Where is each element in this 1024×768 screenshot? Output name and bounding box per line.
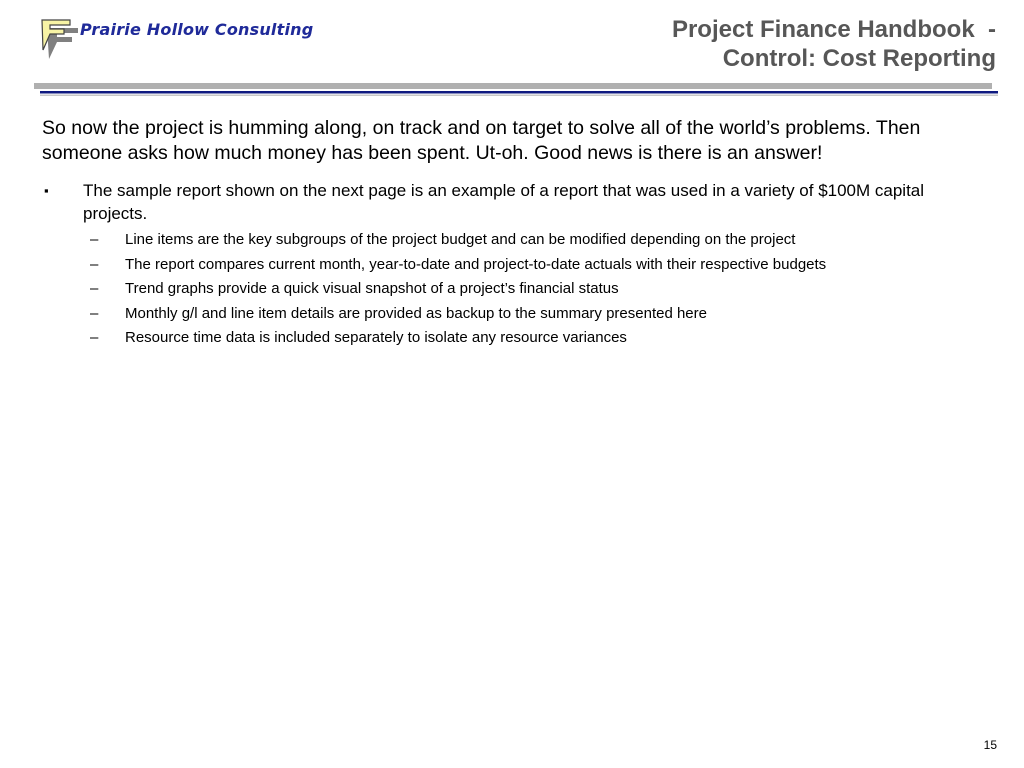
sub-bullet-item (42, 256, 972, 274)
sub-bullet-item (42, 280, 972, 298)
header-divider (0, 0, 1024, 100)
page-number: 15 (983, 738, 997, 752)
page-title-line-2: Control: Cost Reporting (722, 45, 996, 72)
dash-icon: – (90, 280, 99, 297)
sub-bullet-item (42, 329, 972, 347)
sub-bullet-list (83, 231, 972, 347)
brand-name: Prairie Hollow Consulting (80, 20, 314, 39)
dash-icon: – (90, 304, 99, 322)
dash-icon: – (90, 255, 99, 273)
sub-bullet-item (42, 231, 972, 249)
sub-bullet-text: Line items are the key subgroups of the project budget and can be modified depending on the project (125, 231, 796, 248)
dash-icon: – (90, 231, 99, 248)
bullet-square-icon: ▪ (44, 183, 49, 198)
sub-bullet-item (42, 305, 972, 323)
header-divider-gray-bar (34, 83, 992, 89)
sub-bullet-text: Resource time data is included separately to isolate any resource variances (125, 329, 627, 346)
sub-bullet-text: Trend graphs provide a quick visual snapshot of a project’s financial status (125, 280, 619, 297)
dash-icon: – (90, 329, 99, 346)
bullet-item (42, 179, 972, 347)
sub-bullet-text: The report compares current month, year-to-date and project-to-date actuals with their respective budgets (125, 255, 827, 273)
sub-bullet-text: Monthly g/l and line item details are provided as backup to the summary presented here (125, 304, 707, 322)
header-divider-blue-line (40, 91, 998, 94)
bullet-text: The sample report shown on the next page is an example of a report that was used in a variety of $100M capital projects. (83, 181, 925, 223)
intro-paragraph: So now the project is humming along, on track and on target to solve all of the world’s problems. Then someone asks how much money has been spent. Ut-oh. Good news is there is an answer! (42, 117, 921, 164)
page-title-line-1: Project Finance Handbook - (671, 16, 996, 43)
bullet-list (42, 179, 972, 347)
slide-body (42, 116, 972, 354)
header-divider-light-line (40, 95, 998, 97)
